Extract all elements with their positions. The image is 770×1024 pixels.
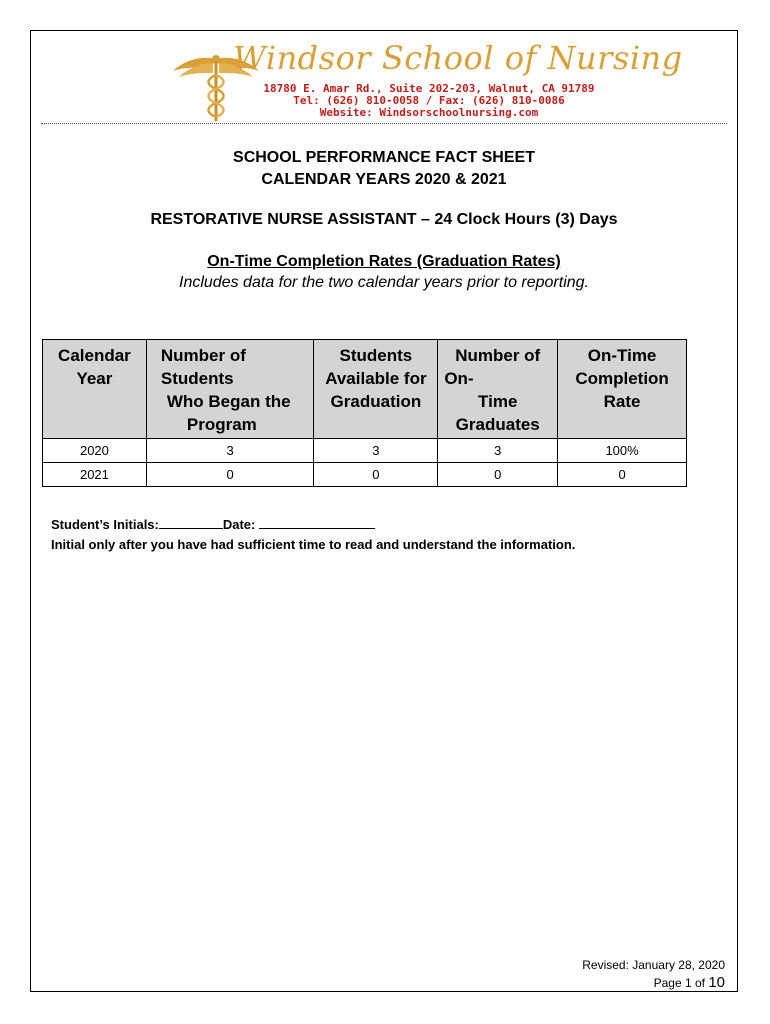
cell-students-began: 0 [146,463,314,487]
school-logo [171,39,683,123]
section-heading [31,253,737,295]
cell-students-available: 0 [314,463,438,487]
header-text: Completion [575,369,669,388]
school-name: Windsor School of Nursing [233,39,683,77]
cell-on-time-graduates: 0 [438,463,558,487]
cell-on-time-graduates: 3 [438,439,558,463]
document-page [30,30,738,992]
header-text: Number of [455,346,541,365]
header-text: Students [160,369,234,388]
cell-students-available: 3 [314,439,438,463]
header-calendar-year [43,340,147,439]
initials-instruction: Initial only after you have had sufficient time to read and understand the information. [51,537,576,552]
header-text: Program [186,415,257,434]
header-divider [41,123,727,124]
title-line-1: SCHOOL PERFORMANCE FACT SHEET [233,149,535,166]
initials-label: Student’s Initials: [51,517,159,532]
table-row [43,463,687,487]
page-footer [582,957,725,992]
initials-field[interactable] [159,516,223,529]
cell-students-began: 3 [146,439,314,463]
table-header-row [43,340,687,439]
date-field[interactable] [259,516,375,529]
header-text: Who Began the [166,392,291,411]
school-website: Website: Windsorschoolnursing.com [319,106,539,119]
section-note: Includes data for the two calendar years prior to reporting. [179,274,589,291]
program-heading [31,209,737,231]
header-on-time-graduates [438,340,558,439]
school-address: 18780 E. Amar Rd., Suite 202-203, Walnut, CA 91789 [263,82,595,95]
header-students-available [314,340,438,439]
header-text: Graduation [330,392,422,411]
initials-line [51,515,575,535]
header-text: Year [76,369,113,388]
completion-rates-table [42,339,687,487]
fact-sheet-title [31,147,737,191]
page-prefix: Page 1 of [653,976,705,990]
header-text: On- [444,369,474,388]
cell-completion-rate: 0 [558,463,687,487]
cell-completion-rate: 100% [558,439,687,463]
header-text: Time [478,392,518,411]
revised-date: Revised: January 28, 2020 [582,958,725,972]
program-name: RESTORATIVE NURSE ASSISTANT – 24 Clock Hours (3) Days [150,211,618,228]
header-text: Available for [325,369,427,388]
header-text: Number of [160,346,246,365]
cell-year: 2020 [43,439,147,463]
header-text: Rate [603,392,641,411]
header-text: On-Time [587,346,657,365]
cell-year: 2021 [43,463,147,487]
page-total: 10 [708,974,725,991]
signoff-block [51,515,575,555]
table-row [43,439,687,463]
header-text: Graduates [455,415,540,434]
header-completion-rate [558,340,687,439]
school-contact: Tel: (626) 810-0058 / Fax: (626) 810-0086 [293,94,565,107]
section-title: On-Time Completion Rates (Graduation Rates) [207,253,561,270]
header-text: Students [339,346,413,365]
date-label: Date: [222,517,256,532]
page-number [582,974,725,992]
header-text: Calendar [58,346,131,365]
title-line-2: CALENDAR YEARS 2020 & 2021 [261,171,507,188]
header-students-began [146,340,314,439]
